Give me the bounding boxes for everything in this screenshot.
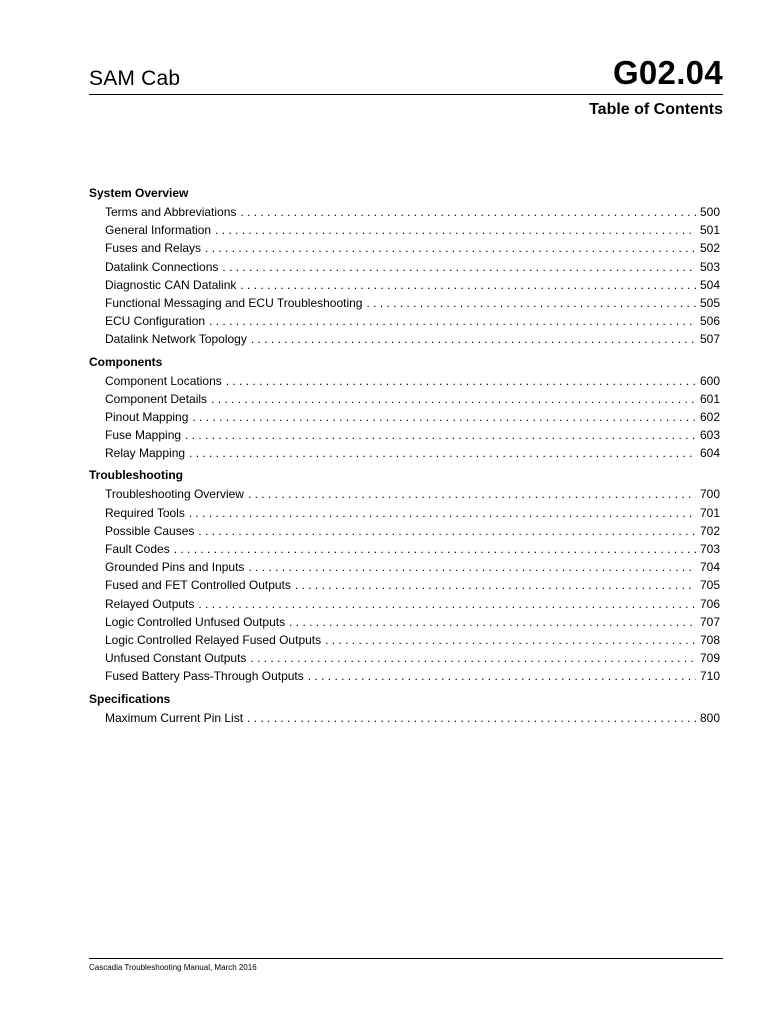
toc-entry[interactable] — [105, 504, 720, 522]
toc-entry-page: 709 — [699, 651, 720, 666]
toc-entry-list — [89, 203, 720, 349]
toc-entry[interactable] — [105, 649, 720, 667]
dot-leader — [185, 444, 696, 462]
toc-entry[interactable] — [105, 444, 720, 462]
toc-entry-page: 503 — [699, 259, 720, 274]
footer-text: Cascadia Troubleshooting Manual, March 2016 — [89, 963, 257, 972]
toc-entry-page: 708 — [699, 632, 720, 647]
toc-entry-title: Fuse Mapping — [105, 428, 182, 443]
toc-entry-title: Diagnostic CAN Datalink — [105, 277, 237, 292]
toc-entry-title: Possible Causes — [105, 523, 195, 538]
dot-leader — [185, 504, 696, 522]
dot-leader — [244, 485, 696, 503]
toc-entry-page: 604 — [699, 446, 720, 461]
toc-entry[interactable] — [105, 408, 720, 426]
toc-section-title: Troubleshooting — [89, 468, 183, 483]
page-subtitle: Table of Contents — [589, 101, 723, 118]
dot-leader — [218, 258, 696, 276]
dot-leader — [247, 330, 696, 348]
toc-entry-title: Terms and Abbreviations — [105, 205, 237, 219]
dot-leader — [211, 221, 696, 239]
toc-entry-page: 704 — [699, 560, 720, 575]
dot-leader — [246, 649, 696, 667]
dot-leader — [236, 276, 696, 294]
page-header — [89, 54, 723, 95]
toc-entry-page: 502 — [699, 241, 720, 256]
toc-entry-title: Unfused Constant Outputs — [105, 651, 247, 666]
toc-entry[interactable] — [105, 221, 720, 239]
dot-leader — [205, 312, 696, 330]
toc-entry-page: 501 — [699, 223, 720, 238]
toc-entry[interactable] — [105, 558, 720, 576]
toc-entry[interactable] — [105, 631, 720, 649]
toc-entry[interactable] — [105, 294, 720, 312]
toc-entry-list — [89, 372, 720, 463]
toc-entry-page: 603 — [699, 428, 720, 443]
dot-leader — [236, 203, 696, 221]
toc-entry-page: 505 — [699, 295, 720, 310]
toc-entry-page: 702 — [699, 523, 720, 538]
toc-entry[interactable] — [105, 522, 720, 540]
toc-entry-title: Relayed Outputs — [105, 596, 195, 611]
toc-entry-page: 601 — [699, 391, 720, 406]
toc-section — [89, 184, 720, 349]
toc-entry-page: 706 — [699, 596, 720, 611]
toc-entry[interactable] — [105, 390, 720, 408]
toc-section-title: Components — [89, 354, 163, 369]
toc-entry[interactable] — [105, 576, 720, 594]
toc-entry[interactable] — [105, 239, 720, 257]
toc-entry[interactable] — [105, 540, 720, 558]
toc-section — [89, 466, 720, 685]
toc-entry-title: Logic Controlled Relayed Fused Outputs — [105, 632, 322, 647]
toc-entry-list — [89, 709, 720, 727]
toc-entry-title: Functional Messaging and ECU Troubleshooting — [105, 295, 363, 310]
dot-leader — [222, 372, 696, 390]
dot-leader — [207, 390, 696, 408]
dot-leader — [291, 576, 696, 594]
toc-entry[interactable] — [105, 203, 720, 221]
toc-entry[interactable] — [105, 330, 720, 348]
table-of-contents — [89, 184, 720, 727]
toc-entry-title: General Information — [105, 223, 212, 238]
toc-entry[interactable] — [105, 426, 720, 444]
page-footer — [89, 958, 723, 972]
toc-entry-list — [89, 485, 720, 685]
toc-entry-page: 602 — [699, 409, 720, 424]
toc-entry-title: Required Tools — [105, 505, 185, 520]
toc-section — [89, 690, 720, 727]
toc-entry-title: Relay Mapping — [105, 446, 186, 461]
toc-entry-page: 504 — [699, 277, 720, 292]
toc-entry-title: ECU Configuration — [105, 314, 206, 329]
toc-entry-title: Troubleshooting Overview — [105, 487, 244, 502]
toc-entry-page: 705 — [699, 578, 720, 593]
dot-leader — [194, 522, 696, 540]
toc-entry[interactable] — [105, 667, 720, 685]
toc-entry-page: 506 — [699, 314, 720, 329]
dot-leader — [201, 239, 696, 257]
dot-leader — [188, 408, 696, 426]
toc-entry-page: 703 — [699, 542, 720, 556]
toc-entry-title: Fused and FET Controlled Outputs — [105, 578, 291, 593]
dot-leader — [194, 595, 696, 613]
toc-entry-title: Component Locations — [105, 373, 222, 388]
dot-leader — [321, 631, 696, 649]
toc-entry[interactable] — [105, 372, 720, 390]
dot-leader — [170, 540, 696, 558]
toc-entry-title: Fault Codes — [105, 542, 170, 556]
toc-entry[interactable] — [105, 485, 720, 503]
toc-entry[interactable] — [105, 258, 720, 276]
toc-section-title: Specifications — [89, 691, 171, 706]
toc-entry[interactable] — [105, 595, 720, 613]
toc-entry-title: Logic Controlled Unfused Outputs — [105, 614, 286, 629]
toc-entry-page: 701 — [699, 505, 720, 520]
toc-entry-title: Fuses and Relays — [105, 241, 202, 256]
toc-section — [89, 353, 720, 463]
dot-leader — [304, 667, 696, 685]
toc-entry[interactable] — [105, 613, 720, 631]
toc-entry-title: Fused Battery Pass-Through Outputs — [105, 669, 304, 684]
dot-leader — [285, 613, 696, 631]
toc-entry-page: 507 — [699, 332, 720, 347]
document-title: SAM Cab — [89, 67, 181, 90]
toc-entry-title: Datalink Network Topology — [105, 332, 247, 347]
toc-entry-title: Pinout Mapping — [105, 409, 189, 424]
toc-entry-title: Datalink Connections — [105, 259, 219, 274]
toc-entry-title: Component Details — [105, 391, 208, 406]
toc-entry[interactable] — [105, 312, 720, 330]
toc-entry[interactable] — [105, 276, 720, 294]
dot-leader — [181, 426, 696, 444]
toc-entry-page: 800 — [699, 710, 720, 725]
toc-entry-page: 700 — [699, 487, 720, 502]
toc-entry-page: 600 — [699, 373, 720, 388]
section-code: G02.04 — [612, 54, 723, 91]
toc-entry[interactable] — [105, 709, 720, 727]
toc-entry-page: 707 — [699, 614, 720, 629]
toc-section-title: System Overview — [89, 186, 189, 200]
dot-leader — [243, 709, 696, 727]
dot-leader — [362, 294, 696, 312]
toc-entry-page: 500 — [699, 205, 720, 219]
toc-entry-title: Maximum Current Pin List — [105, 710, 244, 725]
toc-entry-title: Grounded Pins and Inputs — [105, 560, 245, 575]
toc-entry-page: 710 — [699, 669, 720, 684]
dot-leader — [244, 558, 696, 576]
